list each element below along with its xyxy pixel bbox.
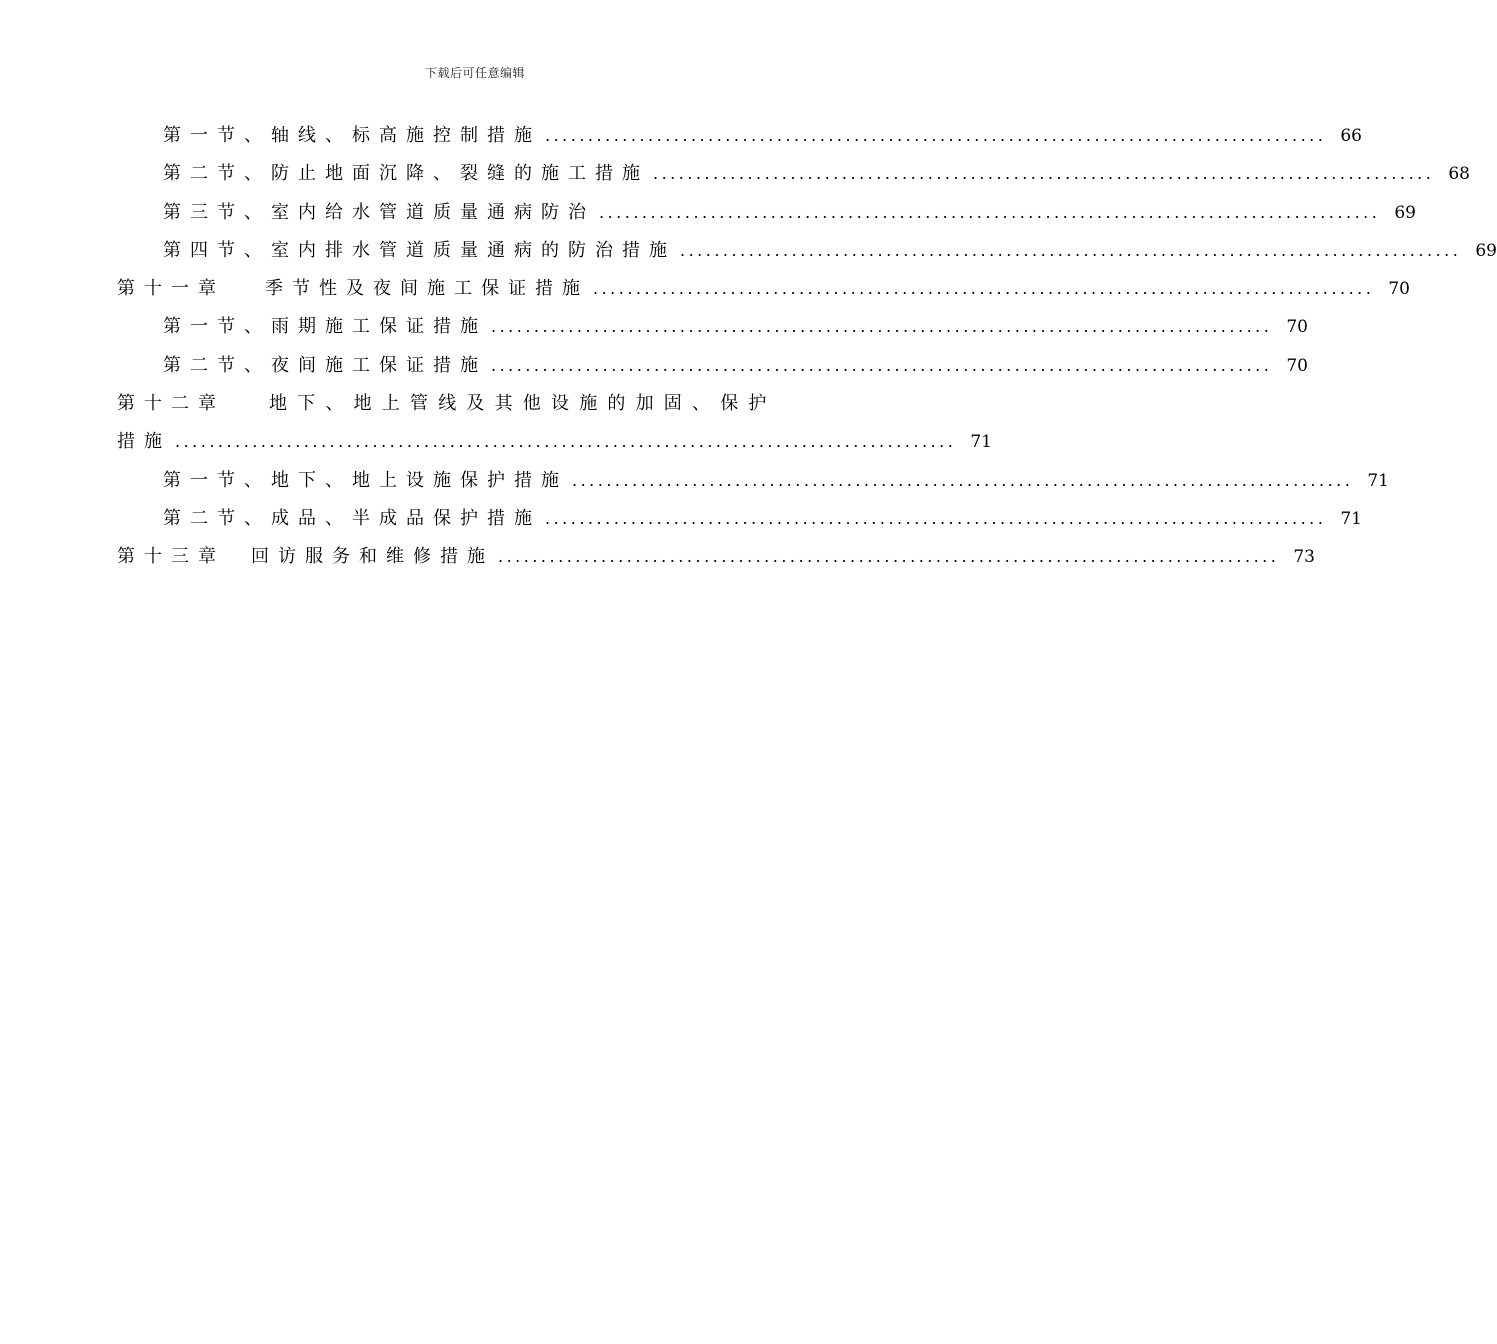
toc-entry-page: 70 bbox=[1388, 279, 1410, 300]
toc-entry[interactable] bbox=[117, 462, 1389, 500]
dot-leader: ........................................................................................... bbox=[545, 126, 1327, 145]
toc-entry-page: 71 bbox=[970, 432, 992, 453]
toc-entry-title: 第三节、室内给水管道质量通病防治 bbox=[163, 201, 595, 223]
toc-chapter-number: 第十三章 bbox=[117, 546, 225, 568]
toc-chapter-number: 第十二章 bbox=[117, 393, 225, 415]
toc-entry-title: 第一节、地下、地上设施保护措施 bbox=[163, 469, 568, 491]
toc-entry-page: 71 bbox=[1340, 508, 1362, 529]
page-header: 下载后可任意编辑 bbox=[424, 66, 525, 80]
toc-entry-title: 第一节、雨期施工保证措施 bbox=[163, 316, 487, 338]
dot-leader: ........................................................................................... bbox=[653, 164, 1435, 184]
dot-leader: ........................................................................................... bbox=[545, 508, 1327, 528]
toc-entry-title: 季节性及夜间施工保证措施 bbox=[265, 278, 589, 300]
dot-leader: ........................................................................................... bbox=[491, 317, 1273, 337]
dot-leader: ........................................................................................... bbox=[491, 355, 1273, 375]
toc-entry-title-continued: 措施 bbox=[117, 431, 171, 453]
toc-entry-page: 70 bbox=[1286, 355, 1308, 376]
toc-chapter-entry[interactable] bbox=[117, 270, 1410, 308]
toc-chapter-entry-wrapped-first-line[interactable] bbox=[117, 385, 832, 423]
toc-entry-page: 69 bbox=[1394, 202, 1416, 223]
toc-entry-page: 68 bbox=[1448, 164, 1470, 185]
dot-leader: ........................................................................................... bbox=[680, 240, 1462, 260]
toc-entry-page: 66 bbox=[1340, 126, 1362, 146]
table-of-contents bbox=[117, 117, 1497, 577]
toc-entry-title: 第二节、夜间施工保证措施 bbox=[163, 354, 487, 376]
toc-entry-page: 70 bbox=[1286, 317, 1308, 338]
toc-chapter-entry-wrapped-second-line[interactable] bbox=[117, 423, 992, 461]
toc-entry-page: 73 bbox=[1293, 547, 1315, 568]
toc-entry-page: 69 bbox=[1475, 240, 1497, 261]
toc-entry-title: 地下、地上管线及其他设施的加固、保护 bbox=[269, 393, 777, 415]
toc-entry[interactable] bbox=[117, 500, 1362, 538]
dot-leader: ........................................................................................... bbox=[593, 279, 1375, 299]
toc-entry-page: 71 bbox=[1367, 470, 1389, 491]
dot-leader: ........................................................................................... bbox=[572, 470, 1354, 490]
toc-entry[interactable] bbox=[117, 155, 1470, 193]
toc-entry-title: 第二节、成品、半成品保护措施 bbox=[163, 507, 541, 529]
toc-entry-title: 第四节、室内排水管道质量通病的防治措施 bbox=[163, 239, 676, 261]
toc-entry[interactable] bbox=[117, 347, 1308, 385]
toc-chapter-entry[interactable] bbox=[117, 538, 1315, 576]
toc-entry-title: 回访服务和维修措施 bbox=[251, 546, 494, 568]
dot-leader: ........................................................................................... bbox=[599, 202, 1381, 222]
toc-entry-title: 第一节、轴线、标高施控制措施 bbox=[163, 125, 541, 146]
toc-entry[interactable] bbox=[117, 308, 1308, 346]
toc-entry[interactable] bbox=[117, 232, 1497, 270]
toc-entry[interactable] bbox=[117, 194, 1416, 232]
toc-entry-title: 第二节、防止地面沉降、裂缝的施工措施 bbox=[163, 163, 649, 185]
toc-chapter-number: 第十一章 bbox=[117, 278, 225, 300]
toc-entry[interactable] bbox=[117, 117, 1362, 155]
dot-leader: ........................................................................................... bbox=[498, 547, 1280, 567]
dot-leader: ........................................................................................... bbox=[175, 432, 957, 452]
